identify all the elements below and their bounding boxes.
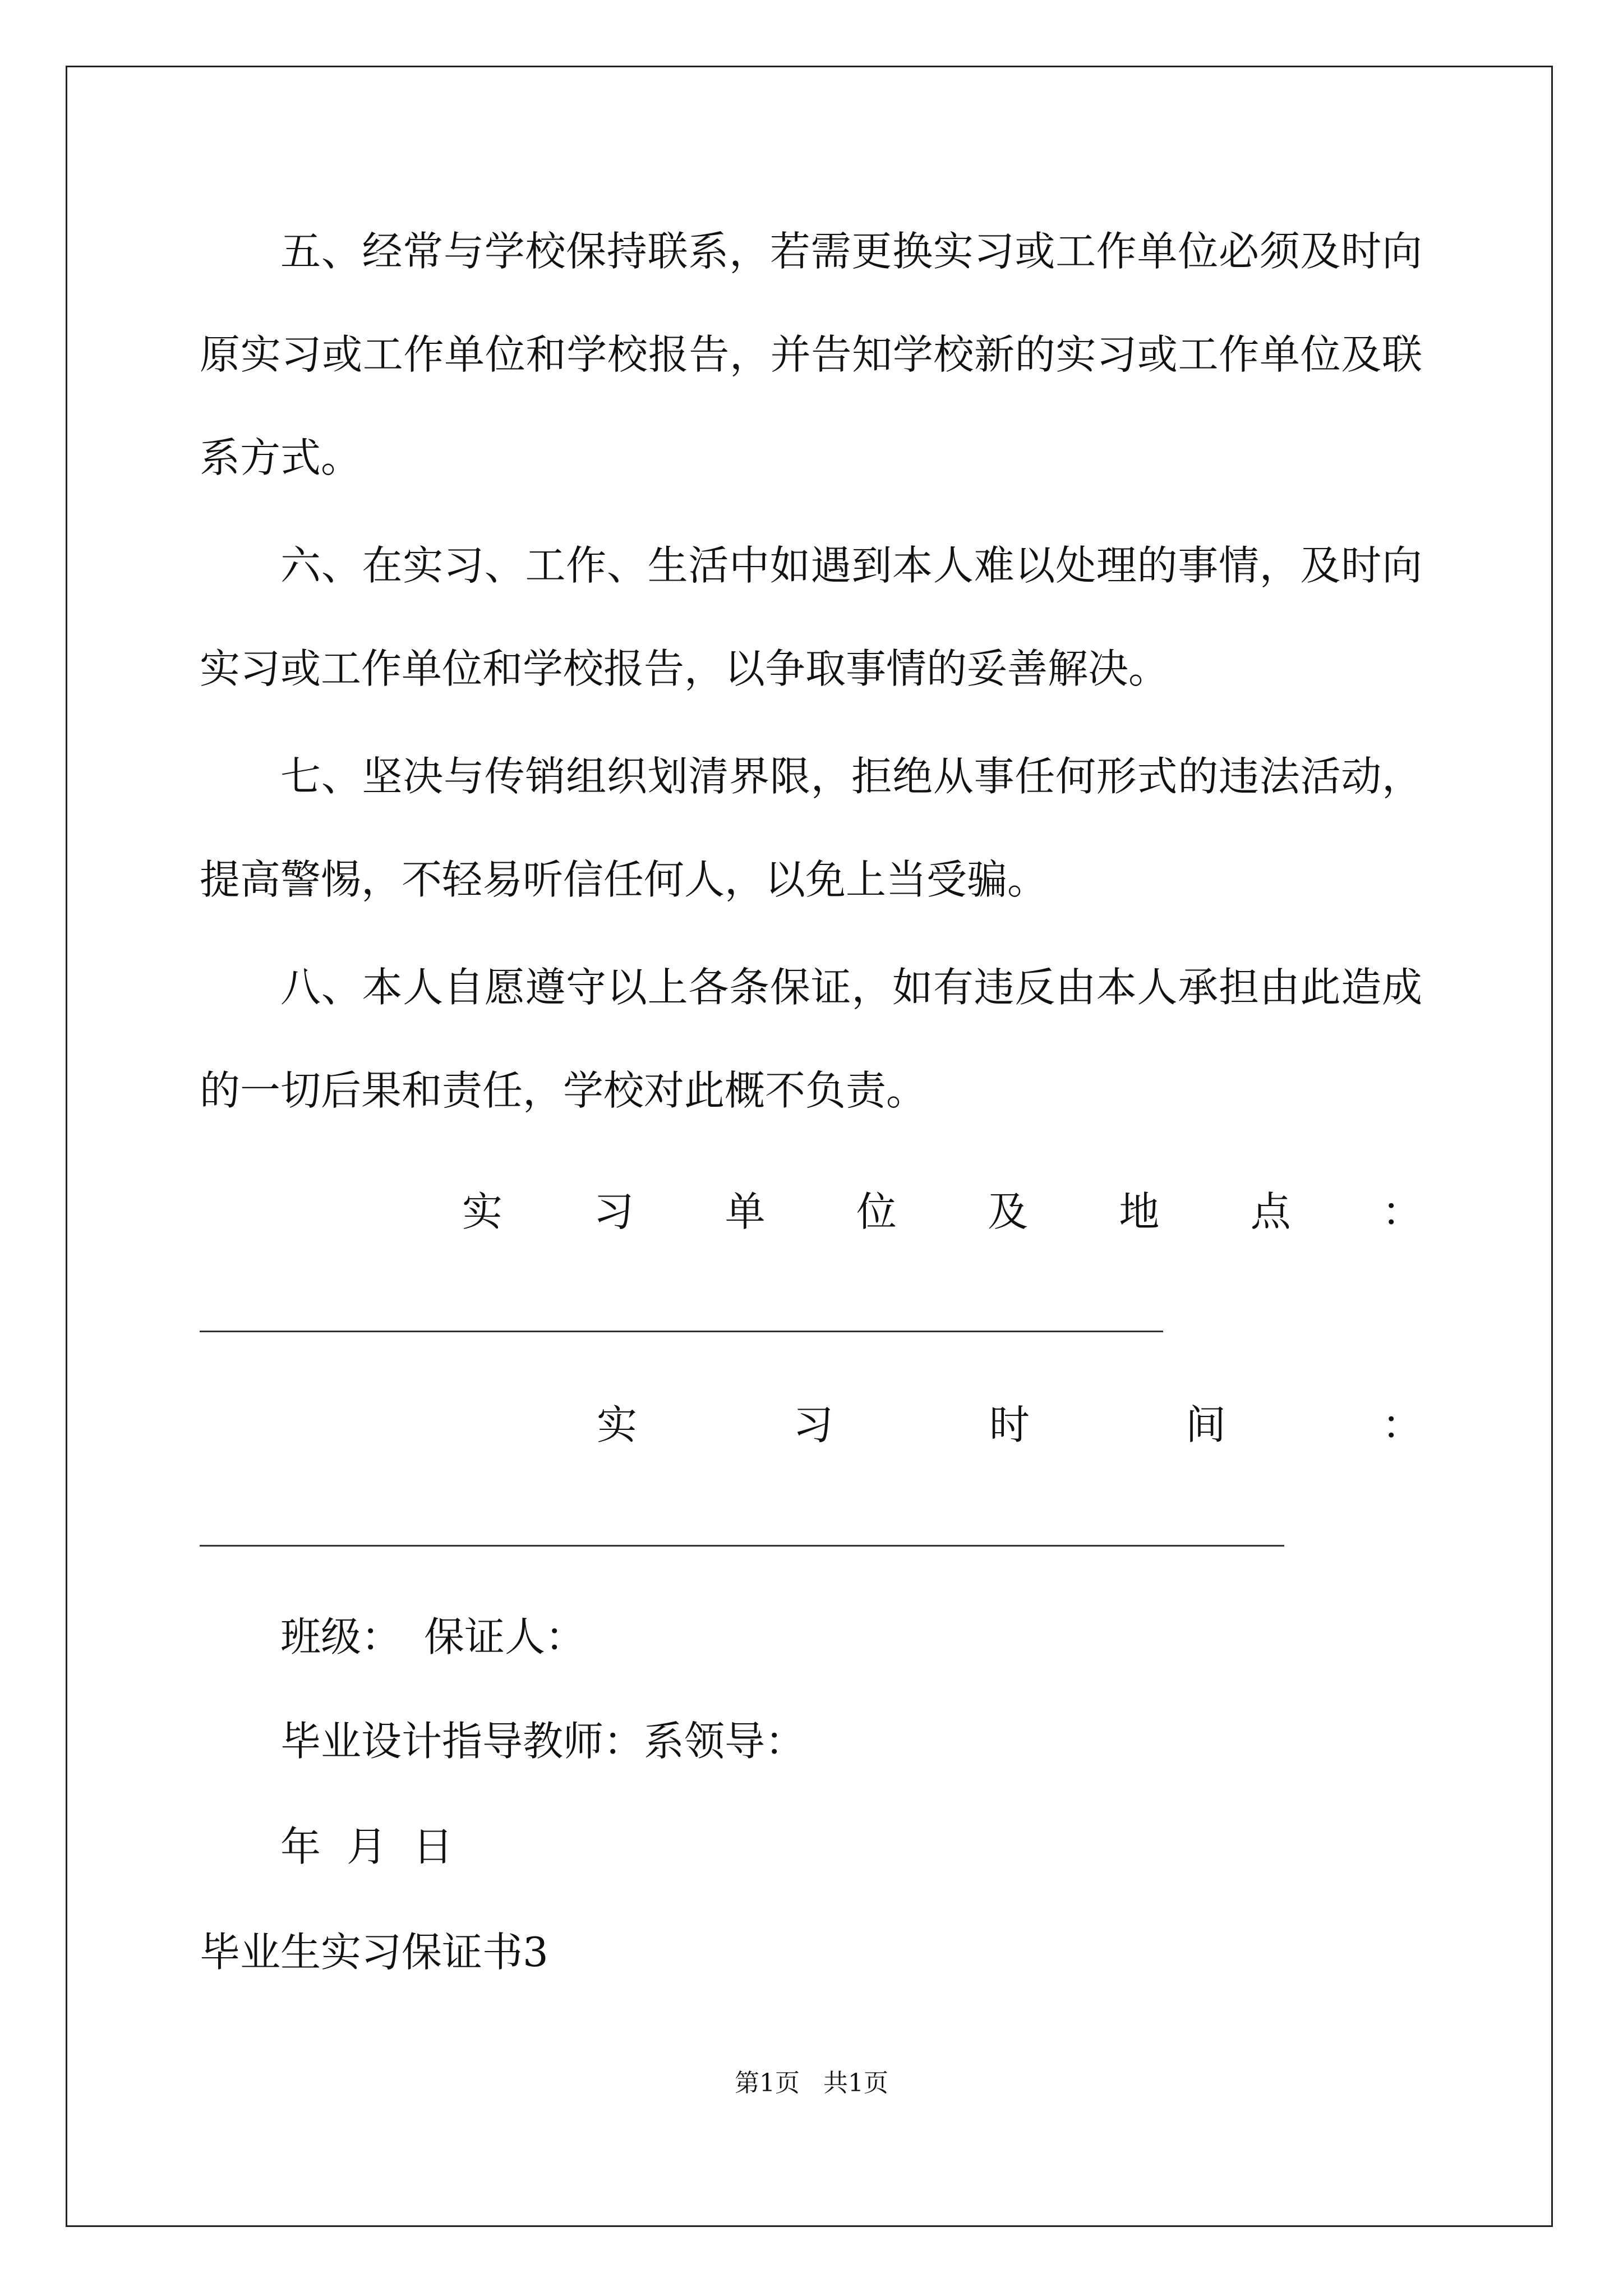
paragraph-7-line-1: 七、坚决与传销组织划清界限，拒绝从事任何形式的违法活动， <box>280 753 1422 800</box>
internship-location-fill-line <box>200 1331 1163 1332</box>
location-char: 实 <box>462 1188 503 1235</box>
page-total: 共1页 <box>823 2069 888 2097</box>
dept-leader-label: 系领导： <box>644 1718 806 1765</box>
location-char: 及 <box>988 1188 1029 1235</box>
page-number: 第1页 <box>735 2069 800 2097</box>
time-char: 间 <box>1185 1401 1226 1448</box>
paragraph-5-line-3: 系方式。 <box>200 434 362 481</box>
class-label: 班级： <box>280 1613 402 1660</box>
location-char: ： <box>1381 1188 1422 1235</box>
year-label: 年 <box>280 1823 321 1870</box>
paragraph-5-line-1: 五、经常与学校保持联系，若需更换实习或工作单位必须及时向 <box>280 228 1422 275</box>
class-guarantor-row <box>280 1610 585 1664</box>
paragraph-5-line-2: 原实习或工作单位和学校报告，并告知学校新的实习或工作单位及联 <box>200 331 1422 378</box>
paragraph-6-line-2: 实习或工作单位和学校报告，以争取事情的妥善解决。 <box>200 645 1169 692</box>
time-char: 时 <box>989 1401 1030 1448</box>
location-char: 单 <box>725 1188 766 1235</box>
internship-location-label <box>462 1185 1422 1239</box>
page-frame <box>66 66 1553 2227</box>
paragraph-6-line-1: 六、在实习、工作、生活中如遇到本人难以处理的事情，及时向 <box>280 542 1422 589</box>
page-footer <box>0 2067 1623 2100</box>
time-char: 习 <box>792 1401 833 1448</box>
paragraph-8-line-2: 的一切后果和责任，学校对此概不负责。 <box>200 1067 927 1114</box>
location-char: 地 <box>1119 1188 1160 1235</box>
guarantor-label: 保证人： <box>424 1613 586 1660</box>
paragraph-8-line-1: 八、本人自愿遵守以上各条保证，如有违反由本人承担由此造成 <box>280 964 1422 1011</box>
month-label: 月 <box>347 1823 388 1870</box>
time-char: 实 <box>597 1401 638 1448</box>
location-char: 位 <box>856 1188 897 1235</box>
time-char: ： <box>1381 1401 1422 1448</box>
location-char: 点 <box>1250 1188 1291 1235</box>
next-section-title: 毕业生实习保证书3 <box>200 1929 548 1976</box>
paragraph-7-line-2: 提高警惕，不轻易听信任何人，以免上当受骗。 <box>200 856 1048 903</box>
day-label: 日 <box>413 1823 454 1870</box>
internship-time-fill-line <box>200 1545 1284 1547</box>
advisor-leader-row <box>280 1714 805 1768</box>
date-row <box>280 1820 453 1874</box>
advisor-label: 毕业设计指导教师： <box>280 1718 644 1765</box>
internship-time-label <box>597 1398 1422 1452</box>
location-char: 习 <box>593 1188 634 1235</box>
